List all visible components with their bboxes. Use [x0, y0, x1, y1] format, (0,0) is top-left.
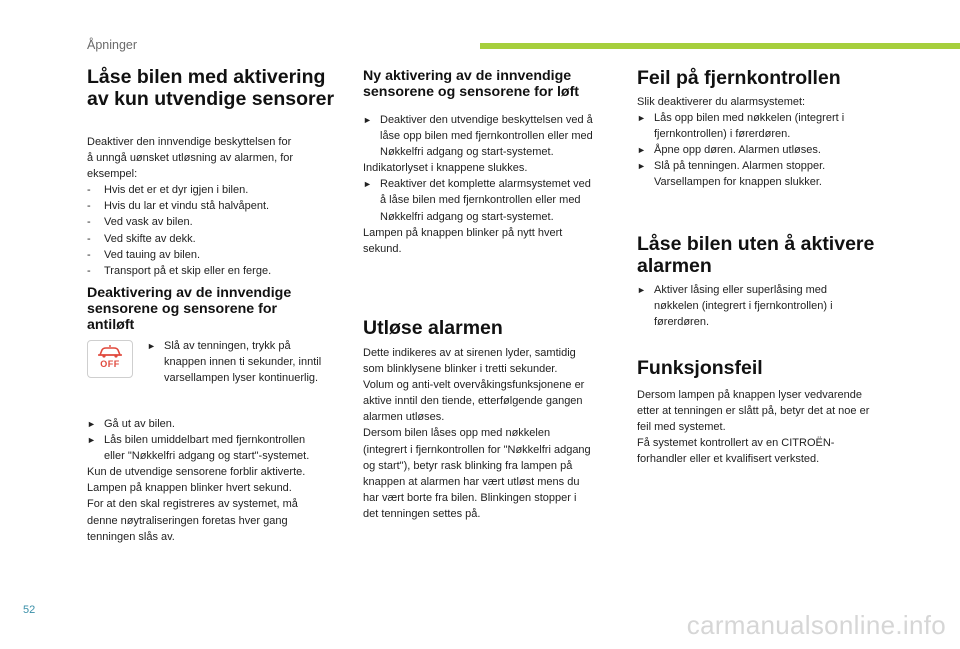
- body-line: eksempel:: [87, 168, 138, 181]
- bullet-line: ► Åpne opp døren. Alarmen utløses.: [637, 144, 821, 157]
- section-title: [87, 66, 333, 110]
- body-line: Få systemet kontrollert av en CITROËN-: [637, 437, 835, 450]
- body-line: Lampen på knappen blinker hvert sekund.: [87, 482, 292, 495]
- title-line: Låse bilen med aktivering: [87, 66, 326, 88]
- body-line: alarmen utløses.: [363, 411, 445, 424]
- title-line: sensorene og sensorene for løft: [363, 84, 580, 100]
- section-remote-fault: [637, 67, 899, 89]
- section-title: Utløse alarmen: [363, 317, 503, 339]
- bullet-line: ► Lås bilen umiddelbart med fjernkontrollen: [87, 434, 306, 447]
- title-line: Ny aktivering av de innvendige: [363, 68, 572, 84]
- section-title: [363, 68, 617, 100]
- bullet-line: ► Slå av tenningen, trykk på: [147, 340, 291, 352]
- dash-item: - Hvis du lar et vindu stå halvåpent.: [87, 200, 270, 213]
- bullet-line: førerdøren.: [654, 316, 710, 329]
- section-deactivate-interior: [87, 285, 333, 333]
- bullet-line: Nøkkelfri adgang og start-systemet.: [380, 210, 554, 223]
- title-line: alarmen: [637, 255, 712, 277]
- section-title: [87, 285, 333, 333]
- body-line: forhandler eller et kvalifisert verksted.: [637, 453, 820, 466]
- bullet-line: låse opp bilen med fjernkontrollen eller med: [380, 130, 593, 143]
- body-line: å unngå uønsket utløsning av alarmen, for: [87, 152, 294, 165]
- body-line: Lampen på knappen blinker på nytt hvert: [363, 226, 563, 239]
- icon-instruction-text: [147, 338, 321, 386]
- title-line: antiløft: [87, 317, 135, 333]
- body-line: aktive inntil den tiende, etterfølgende gangen: [363, 395, 583, 408]
- section-title: [637, 233, 899, 277]
- body-line: Slik deaktiverer du alarmsystemet:: [637, 96, 806, 108]
- bullet-line: ► Slå på tenningen. Alarmen stopper.: [637, 160, 826, 173]
- title-line: sensorene og sensorene for: [87, 301, 278, 317]
- bullet-line: nøkkelen (integrert i fjernkontrollen) i: [654, 300, 833, 313]
- bullet-line: fjernkontrollen) i førerdøren.: [654, 128, 791, 141]
- body-line: Deaktiver den innvendige beskyttelsen for: [87, 136, 292, 148]
- section-reactivate-interior: [363, 68, 617, 100]
- body-line: etter at tenningen er slått på, betyr det at noe er: [637, 405, 870, 418]
- dash-item: - Ved skifte av dekk.: [87, 232, 196, 245]
- bullet-line: ► Aktiver låsing eller superlåsing med: [637, 284, 828, 296]
- body-line: har vært borte fra bilen. Blinkingen stopper i: [363, 491, 577, 504]
- body-line: sekund.: [363, 242, 402, 255]
- body-line: tenningen slås av.: [87, 530, 175, 543]
- section-malfunction: [637, 357, 899, 379]
- car-alarm-off-icon: [87, 340, 133, 378]
- body-line: Dersom lampen på knappen lyser vedvarende: [637, 389, 863, 401]
- icon-off-label: OFF: [100, 359, 120, 369]
- body-line: (integrert i fjernkontrollen for "Nøkkelfri adgang: [363, 443, 591, 456]
- section-body: [87, 416, 333, 545]
- bullet-line: Nøkkelfri adgang og start-systemet.: [380, 146, 554, 159]
- icon-instruction: [87, 338, 333, 388]
- bullet-line: Varsellampen for knappen slukker.: [654, 176, 822, 189]
- page-number: 52: [23, 604, 36, 616]
- section-lock-exterior-only: [87, 66, 333, 110]
- body-line: Dersom bilen låses opp med nøkkelen: [363, 427, 551, 440]
- dash-item: - Ved vask av bilen.: [87, 216, 193, 229]
- body-line: det tenningen settes på.: [363, 507, 481, 520]
- header-accent-bar: [480, 43, 960, 49]
- title-line: Deaktivering av de innvendige: [87, 285, 292, 301]
- body-line: Volum og anti-velt overvåkingsfunksjonene er: [363, 379, 585, 392]
- body-line: knappen at alarmen har vært utløst mens du: [363, 475, 580, 488]
- bullet-line: ► Gå ut av bilen.: [87, 418, 175, 430]
- body-line: og start"), betyr rask blinking fra lampen på: [363, 459, 573, 472]
- section-body: [637, 387, 899, 467]
- body-line: denne nøytraliseringen foretas hver gang: [87, 514, 288, 527]
- section-body: [363, 345, 617, 522]
- body-line: som blinklysene blinker i tretti sekunder.: [363, 363, 558, 376]
- section-body: [637, 282, 899, 330]
- bullet-line: knappen innen ti sekunder, inntil: [164, 356, 322, 369]
- watermark: carmanualsonline.info: [686, 610, 946, 640]
- bullet-line: ► Lås opp bilen med nøkkelen (integrert i: [637, 112, 845, 125]
- body-line: For at den skal registreres av systemet, må: [87, 498, 298, 511]
- section-title: Funksjonsfeil: [637, 357, 763, 379]
- dash-item: - Hvis det er et dyr igjen i bilen.: [87, 184, 249, 197]
- section-title: Feil på fjernkontrollen: [637, 67, 841, 89]
- section-body: [363, 112, 617, 257]
- bullet-line: å låse bilen med fjernkontrollen eller med: [380, 194, 581, 207]
- title-line: Låse bilen uten å aktivere: [637, 233, 875, 255]
- body-line: feil med systemet.: [637, 421, 726, 434]
- body-line: Dette indikeres av at sirenen lyder, samtidig: [363, 347, 576, 359]
- bullet-line: varsellampen lyser kontinuerlig.: [164, 372, 319, 385]
- title-line: av kun utvendige sensorer: [87, 88, 335, 110]
- section-trigger-alarm: [363, 317, 617, 339]
- dash-item: - Ved tauing av bilen.: [87, 248, 201, 261]
- body-line: Indikatorlyset i knappene slukkes.: [363, 162, 528, 175]
- section-body: [637, 94, 899, 191]
- section-body: [87, 134, 333, 279]
- section-lock-without-alarm: [637, 233, 899, 277]
- section-label: Åpninger: [87, 38, 138, 52]
- bullet-line: ► Deaktiver den utvendige beskyttelsen ved å: [363, 114, 593, 126]
- dash-item: - Transport på et skip eller en ferge.: [87, 264, 272, 277]
- bullet-line: ► Reaktiver det komplette alarmsystemet ved: [363, 178, 591, 191]
- bullet-line: eller "Nøkkelfri adgang og start"-systemet.: [104, 450, 310, 463]
- body-line: Kun de utvendige sensorene forblir aktiverte.: [87, 466, 306, 479]
